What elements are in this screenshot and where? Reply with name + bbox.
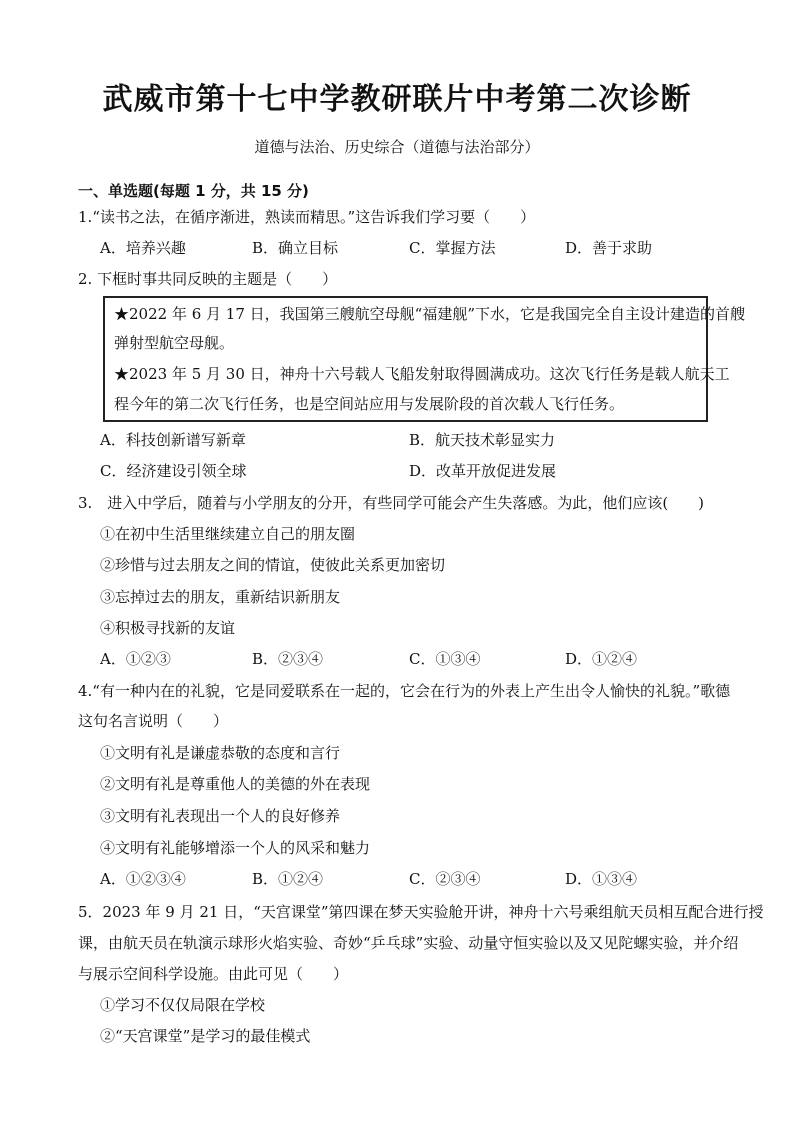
- news-box-line: 弹射型航空母舰。: [114, 334, 235, 352]
- q3-option-a: A．①②③: [100, 650, 171, 668]
- q3-option-d: D．①②④: [565, 650, 638, 668]
- q4-item: ②文明有礼是尊重他人的美德的外在表现: [100, 775, 371, 793]
- q4-option-d: D．①③④: [565, 870, 638, 888]
- news-box: [103, 296, 745, 422]
- q2-option-d: D．改革开放促进发展: [409, 462, 557, 480]
- section-heading: 一、单选题(每题 1 分，共 15 分): [78, 182, 309, 200]
- q4-item: ③文明有礼表现出一个人的良好修养: [100, 807, 341, 825]
- q3-item: ①在初中生活里继续建立自己的朋友圈: [100, 525, 356, 543]
- question-2-stem: 2. 下框时事共同反映的主题是（ ）: [78, 270, 338, 288]
- question-1-stem: 1.“读书之法，在循序渐进，熟读而精思。”这告诉我们学习要（ ）: [78, 208, 536, 226]
- question-4-stem: 4.“有一种内在的礼貌，它是同爱联系在一起的，它会在行为的外表上产生出令人愉快的礼貌。”歌德: [78, 682, 731, 700]
- question-5-stem: 5．2023 年 9 月 21 日，“天宫课堂”第四课在梦天实验舱开讲，神舟十六号乘组航天员相互配合进行授: [78, 903, 764, 921]
- q4-item: ①文明有礼是谦虚恭敬的态度和言行: [100, 744, 341, 762]
- q1-option-c: C．掌握方法: [409, 239, 496, 257]
- q3-item: ④积极寻找新的友谊: [100, 619, 236, 637]
- q1-option-d: D．善于求助: [565, 239, 653, 257]
- q3-option-b: B．②③④: [252, 650, 324, 668]
- page-title: 武威市第十七中学教研联片中考第二次诊断: [102, 82, 692, 117]
- q5-item: ①学习不仅仅局限在学校: [100, 996, 266, 1014]
- q3-item: ③忘掉过去的朋友，重新结识新朋友: [100, 588, 341, 606]
- news-box-line: ★2022 年 6 月 17 日，我国第三艘航空母舰“福建舰”下水，它是我国完全自主设计建造的首艘: [114, 305, 745, 323]
- q2-option-c: C．经济建设引领全球: [100, 462, 247, 480]
- q4-option-b: B．①②④: [252, 870, 324, 888]
- q4-item: ④文明有礼能够增添一个人的风采和魅力: [100, 839, 371, 857]
- q4-option-c: C．②③④: [409, 870, 481, 888]
- news-box-line: 程今年的第二次飞行任务，也是空间站应用与发展阶段的首次载人飞行任务。: [114, 395, 625, 413]
- q3-option-c: C．①③④: [409, 650, 481, 668]
- question-5-stem: 课，由航天员在轨演示球形火焰实验、奇妙“乒乓球”实验、动量守恒实验以及又见陀螺实验，并介绍: [78, 934, 739, 952]
- q5-item: ②“天宫课堂”是学习的最佳模式: [100, 1027, 311, 1045]
- question-5-stem: 与展示空间科学设施。由此可见（ ）: [78, 965, 349, 983]
- question-4-stem: 这句名言说明（ ）: [78, 712, 229, 730]
- news-box-line: ★2023 年 5 月 30 日，神舟十六号载人飞船发射取得圆满成功。这次飞行任务是载人航天工: [114, 365, 730, 383]
- page-subtitle: 道德与法治、历史综合（道德与法治部分）: [254, 138, 540, 156]
- q3-item: ②珍惜与过去朋友之间的情谊，使彼此关系更加密切: [100, 556, 446, 574]
- q1-option-b: B．确立目标: [252, 239, 339, 257]
- q4-option-a: A．①②③④: [100, 870, 186, 888]
- q2-option-a: A．科技创新谱写新章: [100, 431, 246, 449]
- q1-option-a: A．培养兴趣: [100, 239, 186, 257]
- q2-option-b: B．航天技术彰显实力: [409, 431, 556, 449]
- question-3-stem: 3. 进入中学后，随着与小学朋友的分开，有些同学可能会产生失落感。为此，他们应该( ): [78, 494, 705, 512]
